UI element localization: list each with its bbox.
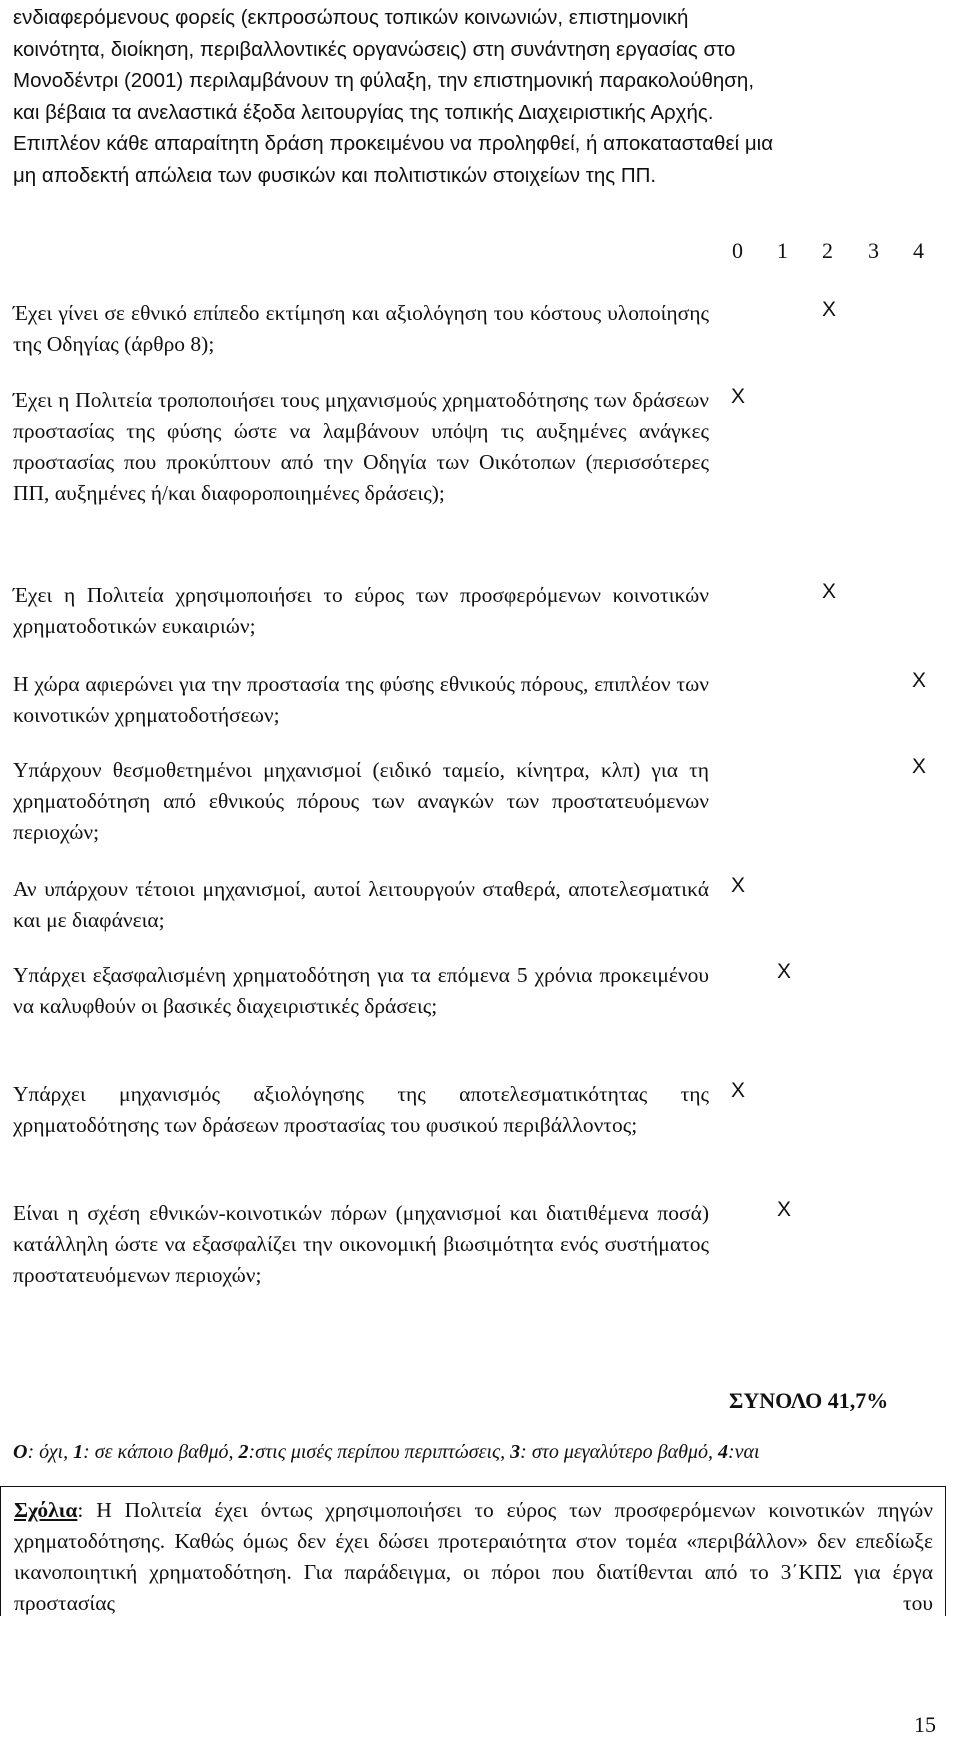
legend-desc: : σε κάποιο βαθμό, (83, 1441, 239, 1463)
intro-paragraph (13, 2, 943, 191)
question-text: Είναι η σχέση εθνικών-κοινοτικών πόρων (μηχανισμοί και διατιθέμενα ποσά) κατάλληλη ώστε να εξασφαλίζει την οικονομική βιωσιμότητα ενός συστήματος προστατευόμενων περιοχών; (13, 1201, 709, 1287)
scale-header-4: 4 (913, 238, 924, 263)
total-score: ΣΥΝΟΛΟ 41,7% (729, 1388, 889, 1413)
intro-line: μη αποδεκτή απώλεια των φυσικών και πολιτιστικών στοιχείων της ΠΠ. (13, 163, 657, 187)
scale-header-0: 0 (732, 238, 743, 263)
page-number: 15 (914, 1712, 936, 1737)
legend-key: 4 (717, 1441, 728, 1463)
question-text: Έχει γίνει σε εθνικό επίπεδο εκτίμηση και αξιολόγηση του κόστους υλοποίησης της Οδηγίας (άρθρο 8); (13, 301, 709, 356)
legend-desc: :ναι (727, 1441, 760, 1463)
scale-header-3: 3 (868, 238, 879, 263)
question-text: Η χώρα αφιερώνει για την προστασία της φύσης εθνικούς πόρους, επιπλέον των κοινοτικών χρηματοδοτήσεων; (13, 672, 709, 727)
intro-line: κοινότητα, διοίκηση, περιβαλλοντικές οργανώσεις) στη συνάντηση εργασίας στο (13, 37, 736, 61)
question-text: Υπάρχει εξασφαλισμένη χρηματοδότηση για τα επόμενα 5 χρόνια προκειμένου να καλυφθούν οι βασικές διαχειριστικές δράσεις; (13, 963, 709, 1018)
score-mark: X (777, 1198, 792, 1221)
score-mark: X (912, 755, 927, 778)
question-text: Αν υπάρχουν τέτοιοι μηχανισμοί, αυτοί λειτουργούν σταθερά, αποτελεσματικά και με διαφάνεια; (13, 877, 709, 932)
intro-line: Επιπλέον κάθε απαραίτητη δράση προκειμένου να προληφθεί, ή αποκατασταθεί μια (13, 132, 774, 155)
question-text: Υπάρχει μηχανισμός αξιολόγησης της αποτελεσματικότητας της χρηματοδότησης των δράσεων προστασίας του φυσικού περιβάλλοντος; (13, 1082, 709, 1137)
scale-legend (13, 1441, 760, 1464)
intro-line: και βέβαια τα ανελαστικά έξοδα λειτουργίας της τοπικής Διαχειριστικής Αρχής. (13, 100, 714, 124)
legend-desc: :στις μισές περίπου περιπτώσεις, (248, 1441, 511, 1463)
legend-key: 3 (510, 1441, 521, 1463)
comments-box (0, 1486, 946, 1616)
score-mark: X (777, 960, 792, 983)
comments-label: Σχόλια (14, 1498, 78, 1522)
score-mark: X (822, 580, 837, 603)
legend-key: 1 (73, 1441, 84, 1463)
score-mark: X (731, 874, 746, 897)
legend-desc: : στο μεγαλύτερο βαθμό, (520, 1441, 718, 1463)
score-mark: X (912, 669, 927, 692)
score-mark: X (731, 385, 746, 408)
comments-text: : Η Πολιτεία έχει όντως χρησιμοποιήσει το εύρος των προσφερόμενων κοινοτικών πηγών χρηματοδότησης. Καθώς όμως δεν έχει δώσει προτεραιότητα στον τομέα «περιβάλλον» δεν επεδίωξε ικανοποιητική χρηματοδότηση. Για παράδειγμα, οι πόροι που διατίθενται από το 3΄ΚΠΣ για έργα προστασίας του (14, 1498, 933, 1615)
intro-line: Μονοδέντρι (2001) περιλαμβάνουν τη φύλαξη, την επιστημονική παρακολούθηση, (13, 69, 755, 92)
intro-line: ενδιαφερόμενους φορείς (εκπροσώπους τοπικών κοινωνιών, επιστημονική (13, 6, 689, 29)
scale-header-2: 2 (822, 238, 833, 263)
question-text: Έχει η Πολιτεία χρησιμοποιήσει το εύρος των προσφερόμενων κοινοτικών χρηματοδοτικών ευκαιριών; (13, 583, 709, 638)
question-text: Υπάρχουν θεσμοθετημένοι μηχανισμοί (ειδικό ταμείο, κίνητρα, κλπ) για τη χρηματοδότηση από εθνικούς πόρους των αναγκών των προστατευόμενων περιοχών; (13, 758, 709, 844)
scale-header-1: 1 (777, 238, 788, 263)
score-mark: X (731, 1079, 746, 1102)
score-mark: X (822, 298, 837, 321)
question-text: Έχει η Πολιτεία τροποποιήσει τους μηχανισμούς χρηματοδότησης των δράσεων προστασίας της φύσης ώστε να λαμβάνουν υπόψη τις αυξημένες ανάγκες προστασίας που προκύπτουν από την Οδηγία των Οικότοπων (περισσότερες ΠΠ, αυξημένες ή/και διαφοροποιημένες δράσεις); (13, 388, 709, 505)
legend-desc: : όχι, (27, 1441, 74, 1463)
legend-key: 2 (238, 1441, 249, 1463)
legend-key: O (13, 1441, 28, 1463)
